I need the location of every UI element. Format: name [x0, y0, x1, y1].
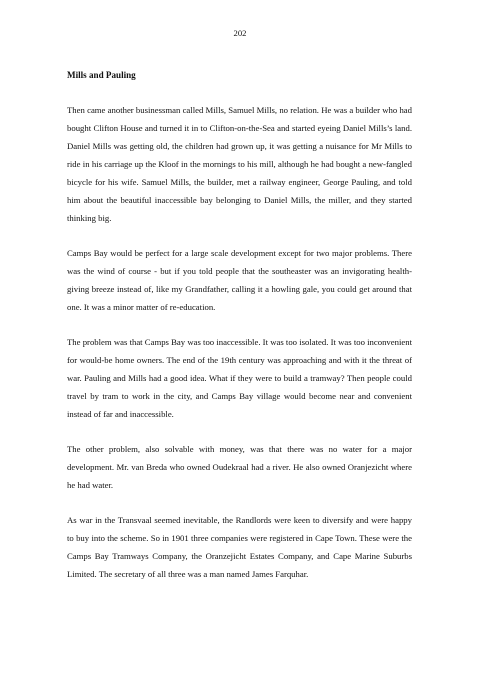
paragraph-3: The problem was that Camps Bay was too inaccessible. It was too isolated. It was too inconvenient for would-be home owners. The end of the 19th century was approaching and with it the threat of war. Pauling and Mills had a good idea. What if they were to build a tramway? Then people could travel by tram to work in the city, and Camps Bay village would become near and convenient instead of far and inaccessible.	[67, 337, 412, 419]
page-number: 202	[233, 28, 247, 38]
paragraph-4: The other problem, also solvable with money, was that there was no water for a major development. Mr. van Breda who owned Oudekraal had a river. He also owned Oranjezicht where he had water.	[67, 444, 412, 490]
paragraph-5: As war in the Transvaal seemed inevitable, the Randlords were keen to diversify and were happy to buy into the scheme. So in 1901 three companies were registered in Cape Town. These were the Camps Bay Tramways Company, the Oranzejicht Estates Company, and Cape Marine Suburbs Limited. The secretary of all three was a man named James Farquhar.	[67, 515, 412, 579]
paragraph-2: Camps Bay would be perfect for a large scale development except for two major problems. There was the wind of course - but if you told people that the southeaster was an invigorating health-giving breeze instead of, like my Grandfather, calling it a howling gale, you could get around that one. It was a minor matter of re-education.	[67, 248, 412, 312]
page-content	[67, 68, 412, 583]
section-heading: Mills and Pauling	[67, 70, 136, 80]
paragraph-1: Then came another businessman called Mills, Samuel Mills, no relation. He was a builder who had bought Clifton House and turned it in to Clifton-on-the-Sea and started eyeing Daniel Mills’s land. Daniel Mills was getting old, the children had grown up, it was getting a nuisance for Mr Mills to ride in his carriage up the Kloof in the mornings to his mill, although he had bought a new-fangled bicycle for his wife. Samuel Mills, the builder, met a railway engineer, George Pauling, and told him about the beautiful inaccessible bay belonging to Daniel Mills, the miller, and they started thinking big.	[67, 105, 412, 223]
